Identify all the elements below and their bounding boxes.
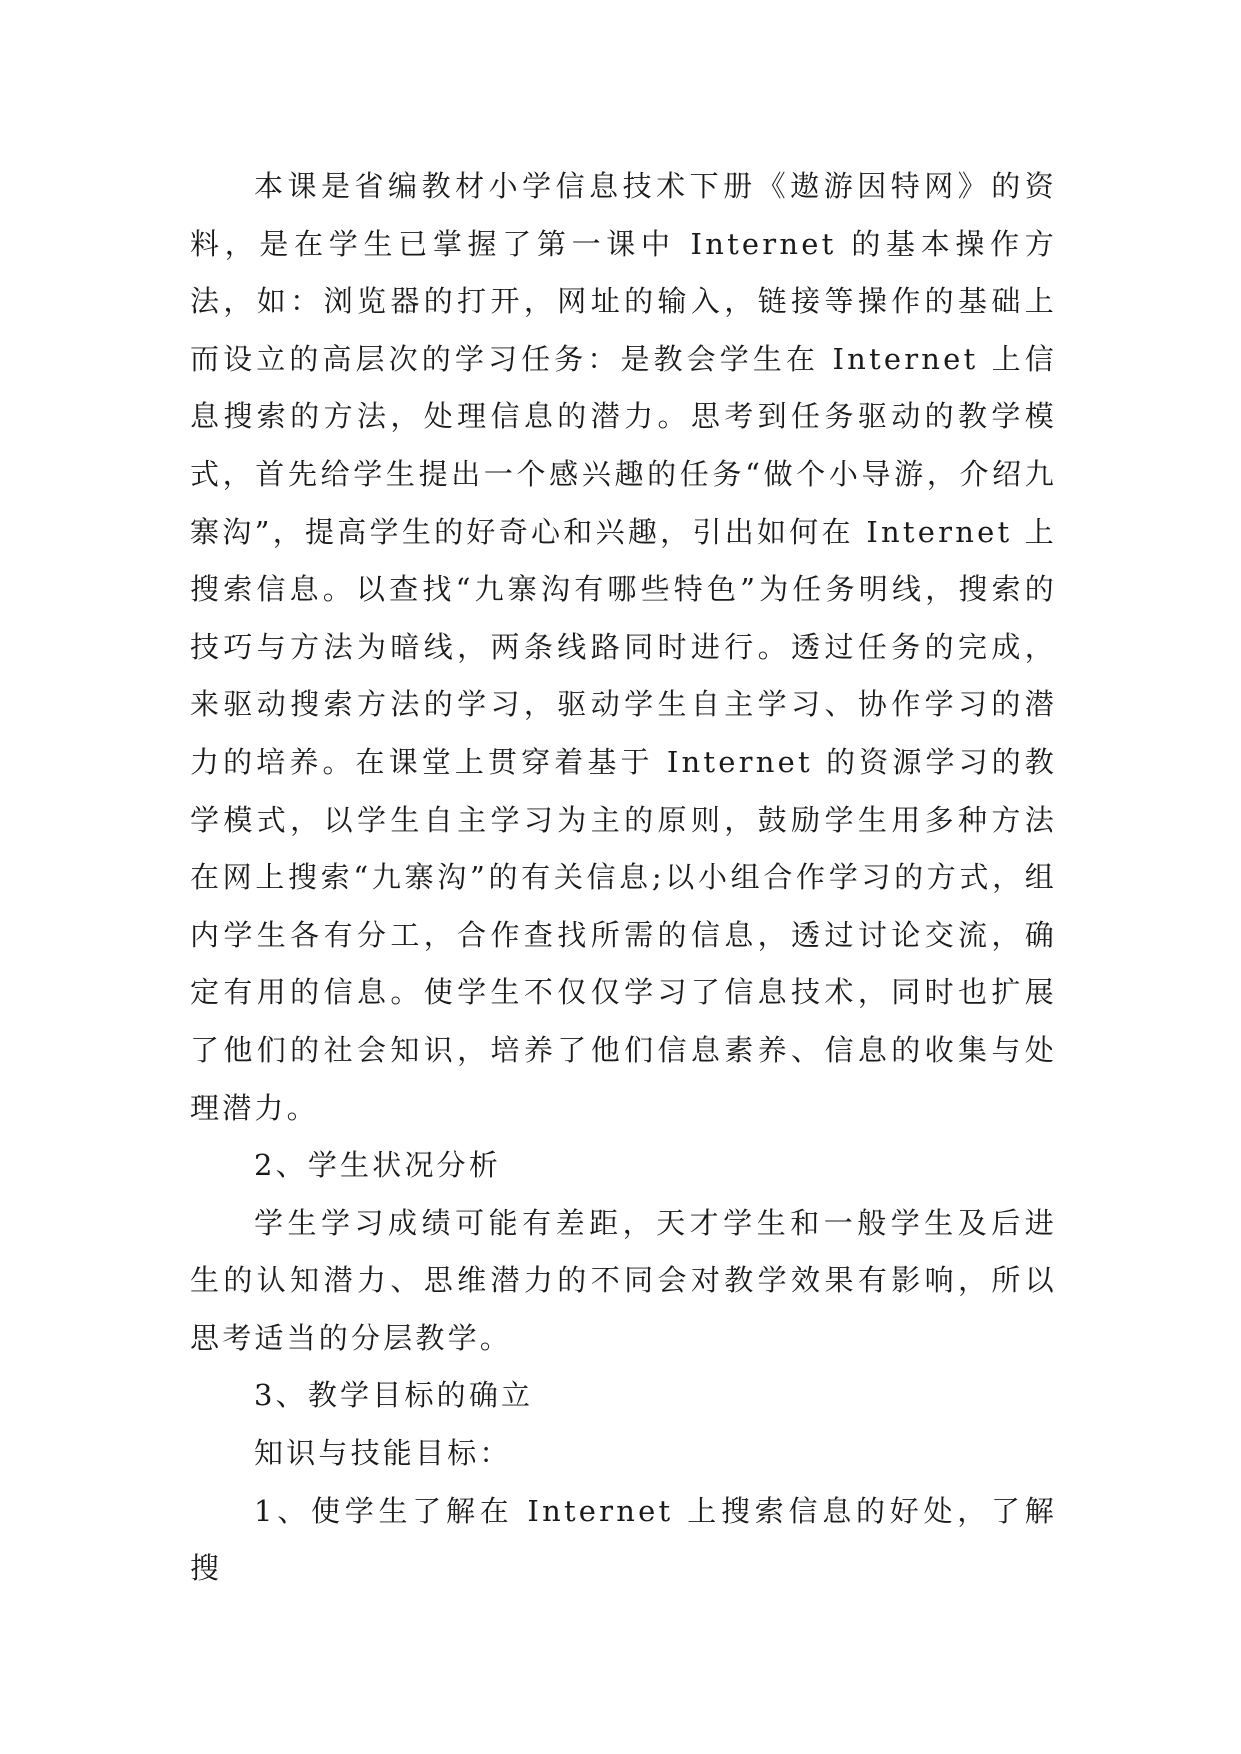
paragraph-student-analysis: 学生学习成绩可能有差距，天才学生和一般学生及后进生的认知潜力、思维潜力的不同会对教学效果有影响，所以思考适当的分层教学。 (190, 1205, 1057, 1355)
list-item-1: 1、使学生了解在 Internet 上搜索信息的好处，了解搜 (190, 1493, 1057, 1586)
subheading-knowledge-skills: 知识与技能目标： (254, 1436, 512, 1471)
heading-teaching-goals: 3、教学目标的确立 (254, 1378, 534, 1413)
paragraph-course-intro: 本课是省编教材小学信息技术下册《遨游因特网》的资料，是在学生已掌握了第一课中 Internet 的基本操作方法，如：浏览器的打开，网址的输入，链接等操作的基础上而设立的高层次的学习任务：是教会学生在 Internet 上信息搜索的方法，处理信息的潜力。思考到任务驱动的教学模式，首先给学生提出一个感兴趣的任务“做个小导游，介绍九寨沟”，提高学生的好奇心和兴趣，引出如何在 Internet 上搜索信息。以查找“九寨沟有哪些特色”为任务明线，搜索的技巧与方法为暗线，两条线路同时进行。透过任务的完成，来驱动搜索方法的学习，驱动学生自主学习、协作学习的潜力的培养。在课堂上贯穿着基于 Internet 的资源学习的教学模式，以学生自主学习为主的原则，鼓励学生用多种方法在网上搜索“九寨沟”的有关信息;以小组合作学习的方式，组内学生各有分工，合作查找所需的信息，透过讨论交流，确定有用的信息。使学生不仅仅学习了信息技术，同时也扩展了他们的社会知识，培养了他们信息素养、信息的收集与处理潜力。 (190, 169, 1057, 1125)
heading-student-analysis: 2、学生状况分析 (254, 1148, 502, 1183)
document-body (190, 158, 1057, 1598)
